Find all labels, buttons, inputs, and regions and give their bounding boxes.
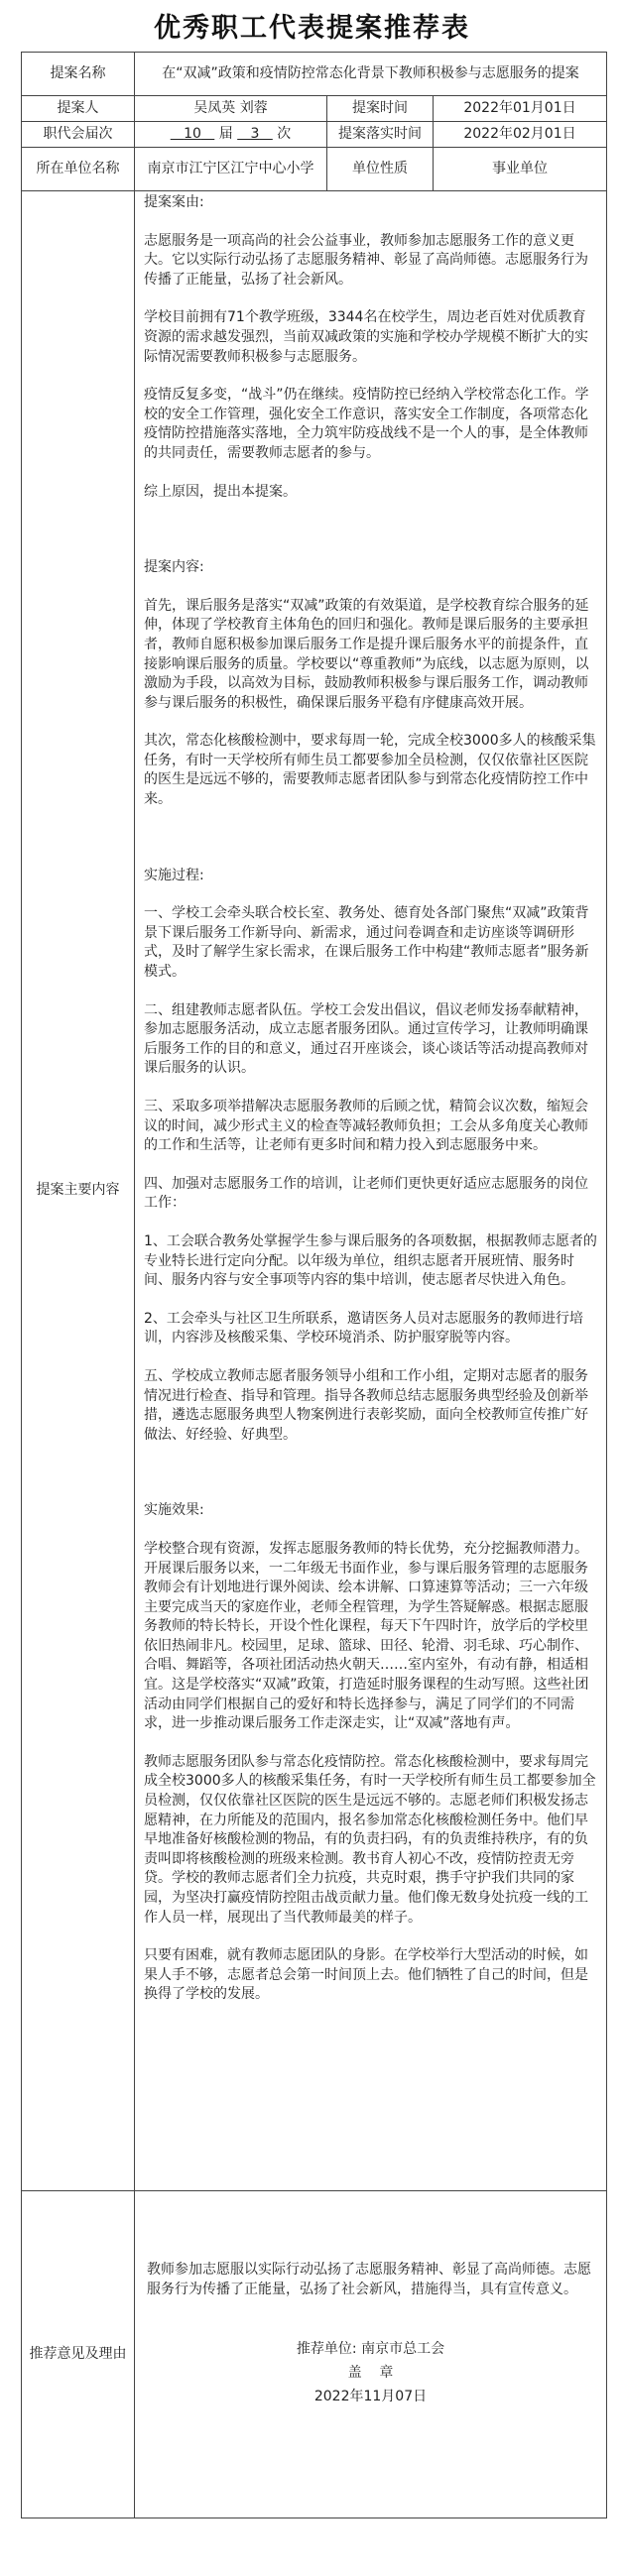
row-content [22, 191, 607, 2191]
unit-name-value: 南京市江宁区江宁中心小学 [135, 148, 327, 191]
effect-heading: 实施效果: [144, 1502, 204, 1519]
implement-time-label: 提案落实时间 [327, 122, 434, 148]
process-paragraph: 二、组建教师志愿者队伍。学校工会发出倡议，倡议老师发扬奉献精神，参加志愿服务活动，成立志愿者服务团队。通过宣传学习，让教师明确课后服务工作的目的和意义，通过召开座谈会，谈心谈话等活动提高教师对课后服务的认识。 [144, 1001, 588, 1077]
row-recommendation [22, 2191, 607, 2518]
cause-paragraph: 学校目前拥有71个教学班级，3344名在校学生，周边老百姓对优质教育资源的需求越发强烈，当前双减政策的实施和学校办学规模不断扩大的实际情况需要教师积极参与志愿服务。 [144, 309, 588, 365]
row-unit [22, 148, 607, 191]
effect-paragraph: 学校整合现有资源，发挥志愿服务教师的特长优势，充分挖掘教师潜力。开展课后服务以来，一二年级无书面作业，参与课后服务管理的志愿服务教师会有计划地进行课外阅读、绘本讲解、口算速算等活动；三一六年级主要完成当天的家庭作业，老师全程管理，为学生答疑解惑。根据志愿服务教师的特长特长，开设个性化课程，每天下午四时许，放学后的学校里依旧热闹非凡。校园里，足球、篮球、田径、轮滑、羽毛球、巧心制作、合唱、舞蹈等，各项社团活动热火朝天……室内室外，有动有静，相适相宜。这是学校落实“双减”政策，打造延时服务课程的生动写照。这些社团活动由同学们根据自己的爱好和特长选择参与，满足了同学们的不同需求，进一步推动课后服务工作走深走实，让“双减”落地有声。 [144, 1540, 589, 1732]
congress-meeting-unit: 次 [277, 125, 292, 142]
proposal-name-value: 在“双减”政策和疫情防控常态化背景下教师积极参与志愿服务的提案 [135, 53, 607, 96]
signature-block [147, 2337, 594, 2408]
proposal-form-table [21, 52, 607, 2518]
body-paragraph: 其次，常态化核酸检测中，要求每周一轮，完成全校3000多人的核酸采集任务，有时一天学校所有师生员工都要参加全员检测，仅仅依靠社区医院的医生是远远不够的，需要教师志愿者团队参与到常态化疫情防控工作中来。 [144, 733, 596, 808]
recommender-value: 南京市总工会 [361, 2341, 445, 2358]
process-paragraph: 五、学校成立教师志愿者服务领导小组和工作小组，定期对志愿者的服务情况进行检查、指导和管理。指导各教师总结志愿服务典型经验及创新举措，遴选志愿服务典型人物案例进行表彰奖励，面向全校教师宣传推广好做法、好经验、好典型。 [144, 1367, 588, 1443]
unit-type-label: 单位性质 [327, 148, 434, 191]
proposal-name-label: 提案名称 [22, 53, 135, 96]
process-paragraph: 2、工会牵头与社区卫生所联系，邀请医务人员对志愿服务的教师进行培训，内容涉及核酸采集、学校环境消杀、防护服穿脱等内容。 [144, 1310, 583, 1347]
body-paragraph: 首先，课后服务是落实“双减”政策的有效渠道，是学校教育综合服务的延伸，体现了学校教育主体角色的回归和强化。教师是课后服务的主要承担者，教师自愿积极参加课后服务工作是提升课后服务水平的前提条件，直接影响课后服务的质量。学校要以“尊重教师”为底线，以志愿为原则，以激励为手段，以高效为目标，鼓励教师积极参与课后服务工作，调动教师参与课后服务的积极性，确保课后服务平稳有序健康高效开展。 [144, 597, 589, 711]
cause-paragraph: 志愿服务是一项高尚的社会公益事业，教师参加志愿服务工作的意义更大。它以实际行动弘扬了志愿服务精神、彰显了高尚师德。志愿服务行为传播了正能量，弘扬了社会新风。 [144, 232, 588, 288]
page-title: 优秀职工代表提案推荐表 [154, 13, 470, 44]
row-proposal-name [22, 53, 607, 96]
proposal-time-label: 提案时间 [327, 96, 434, 122]
recommendation-date: 2022年11月07日 [313, 2389, 428, 2405]
proposer-label: 提案人 [22, 96, 135, 122]
process-paragraph: 四、加强对志愿服务工作的培训，让老师们更快更好适应志愿服务的岗位工作： [144, 1175, 588, 1212]
content-label: 提案主要内容 [22, 191, 135, 2191]
cause-heading: 提案案由: [144, 194, 204, 210]
implement-time-value: 2022年02月01日 [434, 122, 607, 148]
unit-type-value: 事业单位 [434, 148, 607, 191]
process-paragraph: 一、学校工会牵头联合校长室、教务处、德育处各部门聚焦“双减”政策背景下课后服务工作新导向、新需求，通过问卷调查和走访座谈等调研形式，及时了解学生家长需求，在课后服务工作中构建“教师志愿者”服务新模式。 [144, 905, 589, 981]
cause-paragraph: 疫情反复多变，“战斗”仍在继续。疫情防控已经纳入学校常态化工作。学校的安全工作管理，强化安全工作意识，落实安全工作制度，各项常态化疫情防控措施落实落地，全力筑牢防疫战线不是一个人的事，是全体教师的共同责任，需要教师志愿者的参与。 [144, 387, 589, 461]
process-paragraph: 三、采取多项举措解决志愿服务教师的后顾之忧，精简会议次数，缩短会议的时间，减少形式主义的检查等减轻教师负担；工会从多角度关心教师的工作和生活等，让老师有更多时间和精力投入到志愿服务中来。 [144, 1099, 588, 1154]
seal-label: 盖 章 [347, 2365, 394, 2382]
recommendation-text: 教师参加志愿服以实际行动弘扬了志愿服务精神、彰显了高尚师德。志愿服务行为传播了正能量，弘扬了社会新风，措施得当，具有宣传意义。 [147, 2262, 591, 2297]
cause-paragraph: 综上原因，提出本提案。 [144, 483, 297, 500]
congress-meeting-number: 3 [250, 125, 260, 142]
congress-session-number: 10 [184, 125, 201, 142]
proposal-time-value: 2022年01月01日 [434, 96, 607, 122]
effect-paragraph: 只要有困难，就有教师志愿团队的身影。在学校举行大型活动的时候，如果人手不够，志愿者总会第一时间顶上去。他们牺牲了自己的时间，但是换得了学校的发展。 [144, 1947, 588, 2003]
content-body [135, 191, 607, 2191]
recommend-label: 推荐意见及理由 [22, 2191, 135, 2518]
recommendation-body [135, 2191, 607, 2518]
congress-label: 职代会届次 [22, 122, 135, 148]
effect-paragraph: 教师志愿服务团队参与常态化疫情防控。常态化核酸检测中，要求每周完成全校3000多人的核酸采集任务，有时一天学校所有师生员工都要参加全员检测，仅仅依靠社区医院的医生是远远不够的。志愿老师们积极发扬志愿精神，在力所能及的范围内，报名参加常态化核酸检测任务中。他们早早地准备好核酸检测的物品，有的负责扫码，有的负责维持秩序，有的负责叫即将核酸检测的班级来检测。教书育人初心不改，疫情防控责无旁贷。学校的教师志愿者们全力抗疫，共克时艰，携手守护我们共同的家园，为坚决打赢疫情防控阻击战贡献力量。他们像无数身处抗疫一线的工作人员一样，展现出了当代教师最美的样子。 [144, 1753, 596, 1926]
unit-label: 所在单位名称 [22, 148, 135, 191]
process-paragraph: 1、工会联合教务处掌握学生参与课后服务的各项数据，根据教师志愿者的专业特长进行定向分配。以年级为单位，组织志愿者开展班情、服务时间、服务内容与安全事项等内容的集中培训，使志愿者尽快进入角色。 [144, 1232, 597, 1289]
body-heading: 提案内容: [144, 559, 204, 576]
row-congress [22, 122, 607, 148]
congress-session-unit: 届 [218, 125, 233, 142]
recommender-line [147, 2337, 594, 2361]
process-heading: 实施过程: [144, 867, 204, 883]
congress-value [135, 122, 327, 148]
proposer-value: 吴凤英 刘蓉 [135, 96, 327, 122]
recommender-label: 推荐单位: [296, 2341, 357, 2358]
row-proposer [22, 96, 607, 122]
